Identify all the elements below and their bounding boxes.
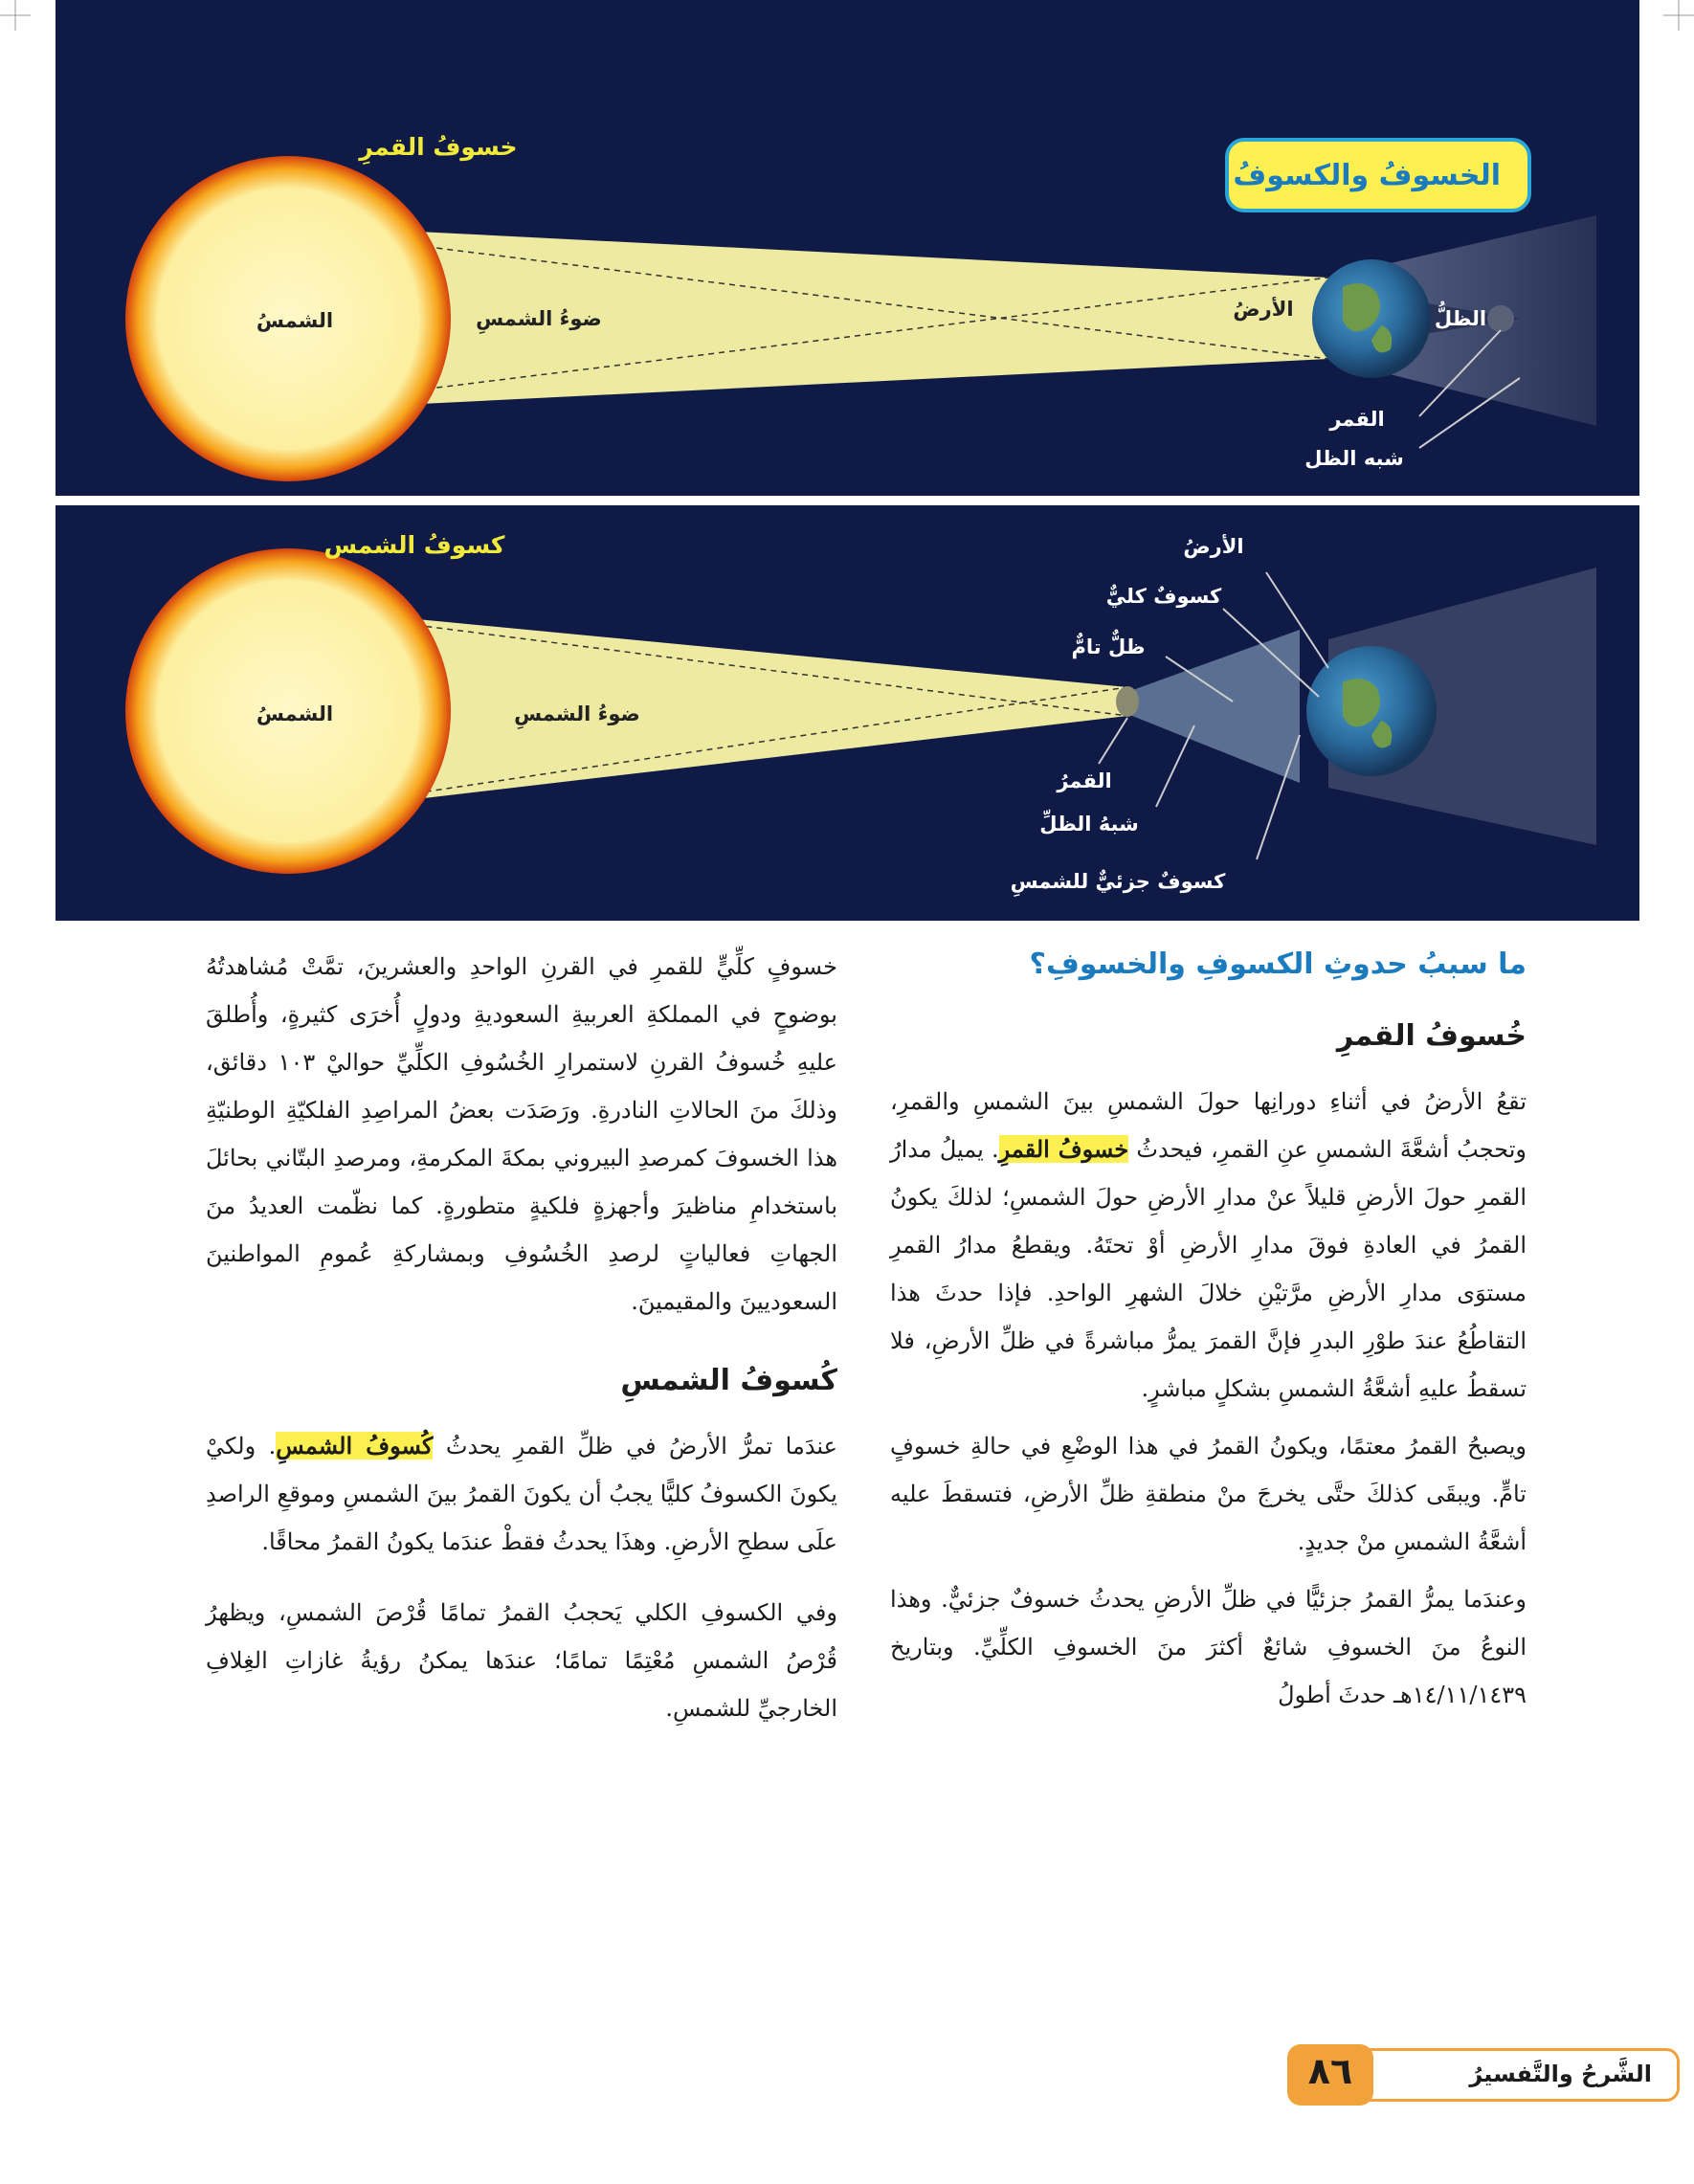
label-penumbra: شبهُ الظلِّ bbox=[1039, 813, 1139, 836]
label-moon: القمر bbox=[1329, 408, 1385, 431]
label-total-eclipse: كسوفٌ كليٌّ bbox=[1105, 585, 1222, 608]
label-sunlight: ضوءُ الشمسِ bbox=[476, 307, 602, 330]
section-title: الخسوفُ والكسوفُ bbox=[1233, 158, 1501, 192]
label-sun: الشمسُ bbox=[256, 702, 334, 725]
solar-eclipse-heading: كُسوفُ الشمسِ bbox=[620, 1364, 837, 1397]
footer-label: الشَّرحُ والتَّفسيرُ bbox=[1469, 2061, 1652, 2087]
question-heading: ما سببُ حدوثِ الكسوفِ والخسوفِ؟ bbox=[1029, 947, 1527, 981]
text-run: تقعُ الأرضُ في أثناءِ دورانِها حولَ الشمسِ بينَ الشمسِ والقمرِ، وتحجبُ أشعَّةَ الشمسِ عنِ القمرِ، فيحدثُ bbox=[890, 1088, 1527, 1163]
page-number: ٨٦ bbox=[1307, 2050, 1353, 2092]
label-sun: الشمسُ bbox=[256, 309, 334, 332]
label-moon: القمرُ bbox=[1057, 769, 1112, 792]
paragraph: ويصبحُ القمرُ معتمًا، ويكونُ القمرُ في هذا الوضْعِ في حالةِ خسوفٍ تامٍّ. ويبقَى كذلكَ حتَّى يخرجَ منْ منطقةِ ظلِّ الأرضِ، فتسقطَ عليه أشعَّةُ الشمسِ منْ جديدٍ. bbox=[890, 1433, 1527, 1555]
lunar-eclipse-figure bbox=[56, 0, 1639, 496]
paragraph: خسوفٍ كلِّيٍّ للقمرِ في القرنِ الواحدِ والعشرينَ، تمَّتْ مُشاهدتُهُ بوضوحٍ في المملكةِ العربيةِ السعوديةِ ودولٍ أُخرَى كثيرةٍ، وأُطلقَ عليهِ خُسوفُ القرنِ لاستمرارِ الخُسُوفِ الكلِّيِّ حواليْ ١٠٣ دقائق، وذلكَ منَ الحالاتِ النادرةِ. ورَصَدَت بعضُ المراصِدِ الفلكيّةِ الوطنيّةِ هذا الخسوفَ كمرصدِ البيروني بمكةَ المكرمةِ، ومرصدِ البتّاني بحائلَ باستخدامِ مناظيرَ وأجهزةٍ فلكيةٍ متطورةٍ. كما نظّمت العديدُ منَ الجهاتِ فعالياتٍ لرصدِ الخُسُوفِ وبمشاركةِ عُمومِ المواطنينَ السعوديينَ والمقيمينَ. bbox=[206, 953, 837, 1315]
label-earth: الأرضُ bbox=[1183, 535, 1244, 558]
highlight-term: كُسوفُ الشمسِ bbox=[276, 1432, 434, 1460]
crop-mark-top-right bbox=[1663, 0, 1694, 31]
label-umbra: الظلُّ bbox=[1434, 307, 1487, 330]
right-text-column bbox=[890, 947, 1527, 1728]
text-run: عندَما تمرُّ الأرضُ في ظلِّ القمرِ يحدثُ bbox=[445, 1433, 837, 1460]
leader-penumbra bbox=[1156, 725, 1194, 807]
diagram-title: كسوفُ الشمس bbox=[323, 531, 505, 559]
lunar-eclipse-diagram bbox=[56, 0, 1639, 496]
text-run: . يميلُ مدارُ القمرِ حولَ الأرضِ قليلاً عنْ مدارِ الأرضِ حولَ الشمسِ؛ لذلكَ يكونُ القمرُ في العادةِ فوقَ مدارِ الأرضِ أوْ تحتَهُ. ويقطعُ مدارُ القمرِ مستوَى مدارِ الأرضِ مرَّتيْنِ خلالَ الشهرِ الواحدِ. فإذا حدثَ هذا التقاطُعُ عندَ طوْرِ البدرِ فإنَّ القمرَ يمرُّ مباشرةً في ظلِّ الأرضِ، فلا تسقطُ عليهِ أشعَّةُ الشمسِ بشكلٍ مباشرٍ. bbox=[890, 1136, 1527, 1402]
label-penumbra: شبه الظل bbox=[1304, 447, 1404, 470]
label-earth: الأرضُ bbox=[1233, 298, 1294, 321]
left-text-column bbox=[206, 943, 837, 1742]
page-number-box bbox=[1287, 2044, 1373, 2106]
moon-disc bbox=[1116, 686, 1139, 717]
lunar-eclipse-heading: خُسوفُ القمرِ bbox=[1336, 1019, 1527, 1053]
label-sunlight: ضوءُ الشمسِ bbox=[514, 702, 640, 725]
text-run: . ولكيْ يكونَ الكسوفُ كليًّا يجبُ أن يكونَ القمرُ بينَ الشمسِ وموقعِ الراصدِ علَى سطحِ الأرضِ. وهذَا يحدثُ فقطْ عندَما يكونُ القمرُ محاقًا. bbox=[206, 1433, 837, 1555]
moon-disc bbox=[1487, 305, 1514, 332]
crop-mark-top-left bbox=[0, 0, 31, 31]
solar-eclipse-figure bbox=[56, 505, 1639, 921]
leader-moon bbox=[1099, 718, 1127, 764]
paragraph bbox=[890, 1078, 1527, 1413]
penumbra-cone bbox=[1127, 630, 1300, 783]
paragraph bbox=[206, 1422, 837, 1566]
highlight-term: خسوفُ القمرِ bbox=[998, 1135, 1129, 1163]
label-partial-eclipse: كسوفٌ جزئيٌّ للشمسِ bbox=[1010, 870, 1226, 893]
solar-eclipse-diagram bbox=[56, 505, 1639, 921]
paragraph: وعندَما يمرُّ القمرُ جزئيًّا في ظلِّ الأرضِ يحدثُ خسوفٌ جزئيٌّ. وهذا النوعُ منَ الخسوفِ شائعٌ أكثرَ منَ الخسوفِ الكلِّيِّ. وبتاريخ ١٤/١١/١٤٣٩هـ حدثَ أطولُ bbox=[890, 1586, 1527, 1708]
section-title-box bbox=[1225, 138, 1531, 212]
paragraph: وفي الكسوفِ الكلي يَحجبُ القمرُ تمامًا قُرْصَ الشمسِ، ويظهرُ قُرْصُ الشمسِ مُعْتِمًا تمامًا؛ عندَها يمكنُ رؤيةُ غازاتِ الغِلافِ الخارجيِّ للشمسِ. bbox=[206, 1599, 837, 1722]
diagram-title: خسوفُ القمرِ bbox=[359, 133, 518, 161]
label-umbra: ظلٌّ تامٌّ bbox=[1071, 635, 1146, 658]
